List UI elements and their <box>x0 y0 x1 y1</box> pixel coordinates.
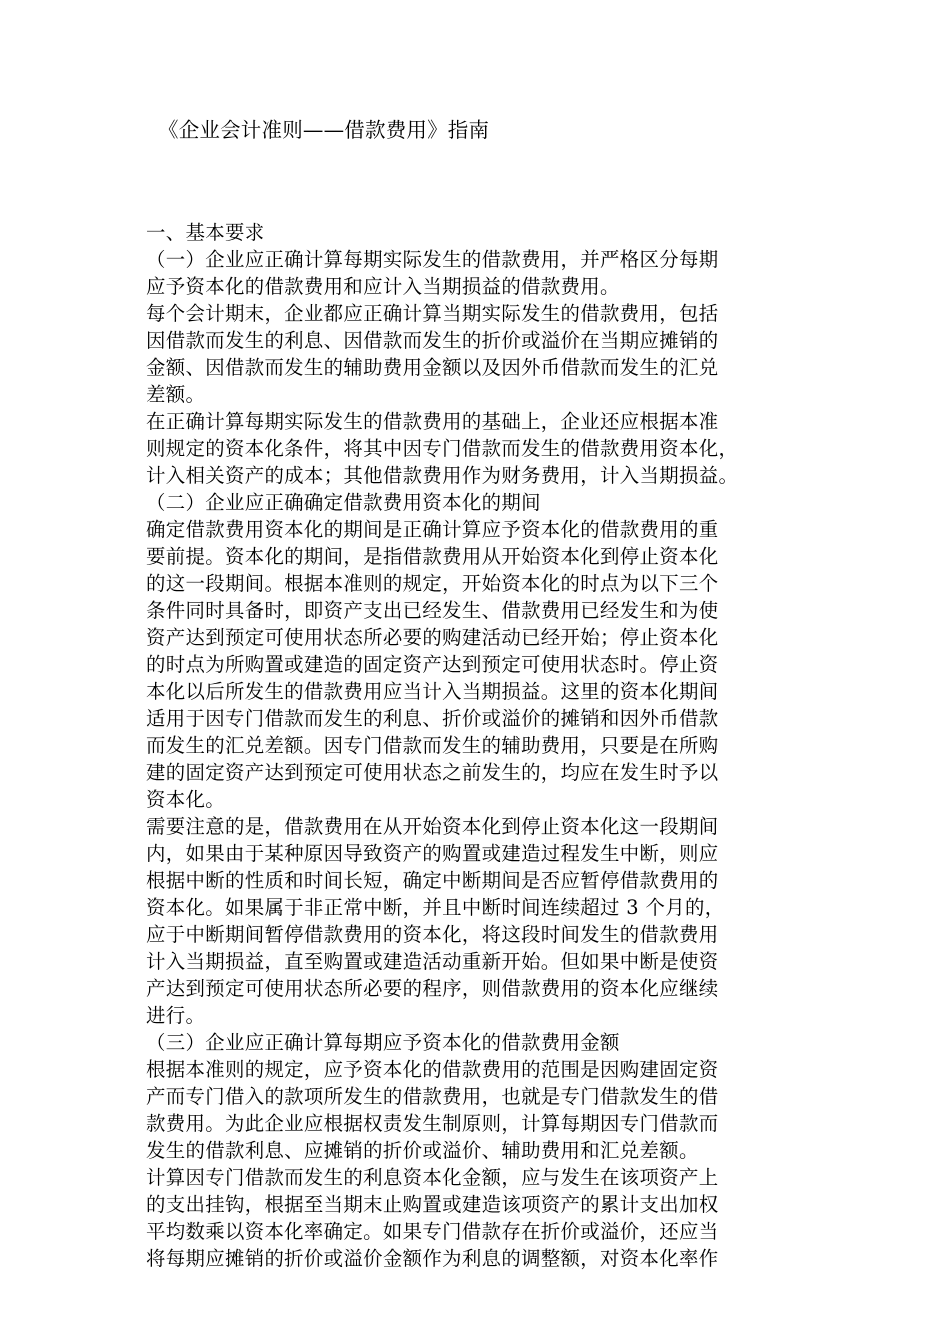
text-line: 进行。 <box>146 1004 206 1027</box>
text-line: 的这一段期间。根据本准则的规定，开始资本化的时点为以下三个 <box>146 572 719 595</box>
text-line: 在正确计算每期实际发生的借款费用的基础上，企业还应根据本准 <box>146 410 719 433</box>
text-line: 计入当期损益，直至购置或建造活动重新开始。但如果中断是使资 <box>146 950 719 973</box>
subsection-heading: （二）企业应正确确定借款费用资本化的期间 <box>146 491 541 514</box>
text-line: 条件同时具备时，即资产支出已经发生、借款费用已经发生和为使 <box>146 599 719 622</box>
text-line: 的支出挂钩，根据至当期末止购置或建造该项资产的累计支出加权 <box>146 1193 719 1216</box>
text-line: 差额。 <box>146 383 206 406</box>
subsection-heading: （一）企业应正确计算每期实际发生的借款费用，并严格区分每期 <box>146 248 719 271</box>
text-line: 平均数乘以资本化率确定。如果专门借款存在折价或溢价，还应当 <box>146 1220 719 1243</box>
text-line: 计算因专门借款而发生的利息资本化金额，应与发生在该项资产上 <box>146 1166 719 1189</box>
text-line: 确定借款费用资本化的期间是正确计算应予资本化的借款费用的重 <box>146 518 719 541</box>
text-line: 的时点为所购置或建造的固定资产达到预定可使用状态时。停止资 <box>146 653 719 676</box>
text-line: 根据本准则的规定，应予资本化的借款费用的范围是因购建固定资 <box>146 1058 719 1081</box>
text-line: 计入相关资产的成本；其他借款费用作为财务费用，计入当期损益。 <box>146 464 739 487</box>
text-line: 将每期应摊销的折价或溢价金额作为利息的调整额，对资本化率作 <box>146 1247 719 1270</box>
text-line: 建的固定资产达到预定可使用状态之前发生的，均应在发生时予以 <box>146 761 719 784</box>
text-line: 内，如果由于某种原因导致资产的购置或建造过程发生中断，则应 <box>146 842 719 865</box>
section-heading: 一、基本要求 <box>146 221 265 244</box>
text-line: 需要注意的是，借款费用在从开始资本化到停止资本化这一段期间 <box>146 815 719 838</box>
text-line: 适用于因专门借款而发生的利息、折价或溢价的摊销和因外币借款 <box>146 707 719 730</box>
text-line: 而发生的汇兑差额。因专门借款而发生的辅助费用，只要是在所购 <box>146 734 719 757</box>
text-line: 款费用。为此企业应根据权责发生制原则，计算每期因专门借款而 <box>146 1112 719 1135</box>
text-line: 金额、因借款而发生的辅助费用金额以及因外币借款而发生的汇兑 <box>146 356 719 379</box>
text-line: 产而专门借入的款项所发生的借款费用，也就是专门借款发生的借 <box>146 1085 719 1108</box>
document-body <box>146 219 811 1272</box>
subsection-heading: （三）企业应正确计算每期应予资本化的借款费用金额 <box>146 1031 620 1054</box>
text-line: 资产达到预定可使用状态所必要的购建活动已经开始；停止资本化 <box>146 626 719 649</box>
document-title: 《企业会计准则——借款费用》指南 <box>158 118 490 142</box>
text-line: 则规定的资本化条件，将其中因专门借款而发生的借款费用资本化， <box>146 437 739 460</box>
text-line: 发生的借款利息、应摊销的折价或溢价、辅助费用和汇兑差额。 <box>146 1139 699 1162</box>
text-line: 每个会计期末，企业都应正确计算当期实际发生的借款费用，包括 <box>146 302 719 325</box>
text-line: 根据中断的性质和时间长短，确定中断期间是否应暂停借款费用的 <box>146 869 719 892</box>
text-line: 资本化。 <box>146 788 225 811</box>
text-line: 应于中断期间暂停借款费用的资本化，将这段时间发生的借款费用 <box>146 923 719 946</box>
text-line: 因借款而发生的利息、因借款而发生的折价或溢价在当期应摊销的 <box>146 329 719 352</box>
text-line: 资本化。如果属于非正常中断，并且中断时间连续超过 3 个月的， <box>146 896 725 919</box>
text-line: 本化以后所发生的借款费用应当计入当期损益。这里的资本化期间 <box>146 680 719 703</box>
text-line: 产达到预定可使用状态所必要的程序，则借款费用的资本化应继续 <box>146 977 719 1000</box>
text-line: 应予资本化的借款费用和应计入当期损益的借款费用。 <box>146 275 620 298</box>
text-line: 要前提。资本化的期间，是指借款费用从开始资本化到停止资本化 <box>146 545 719 568</box>
